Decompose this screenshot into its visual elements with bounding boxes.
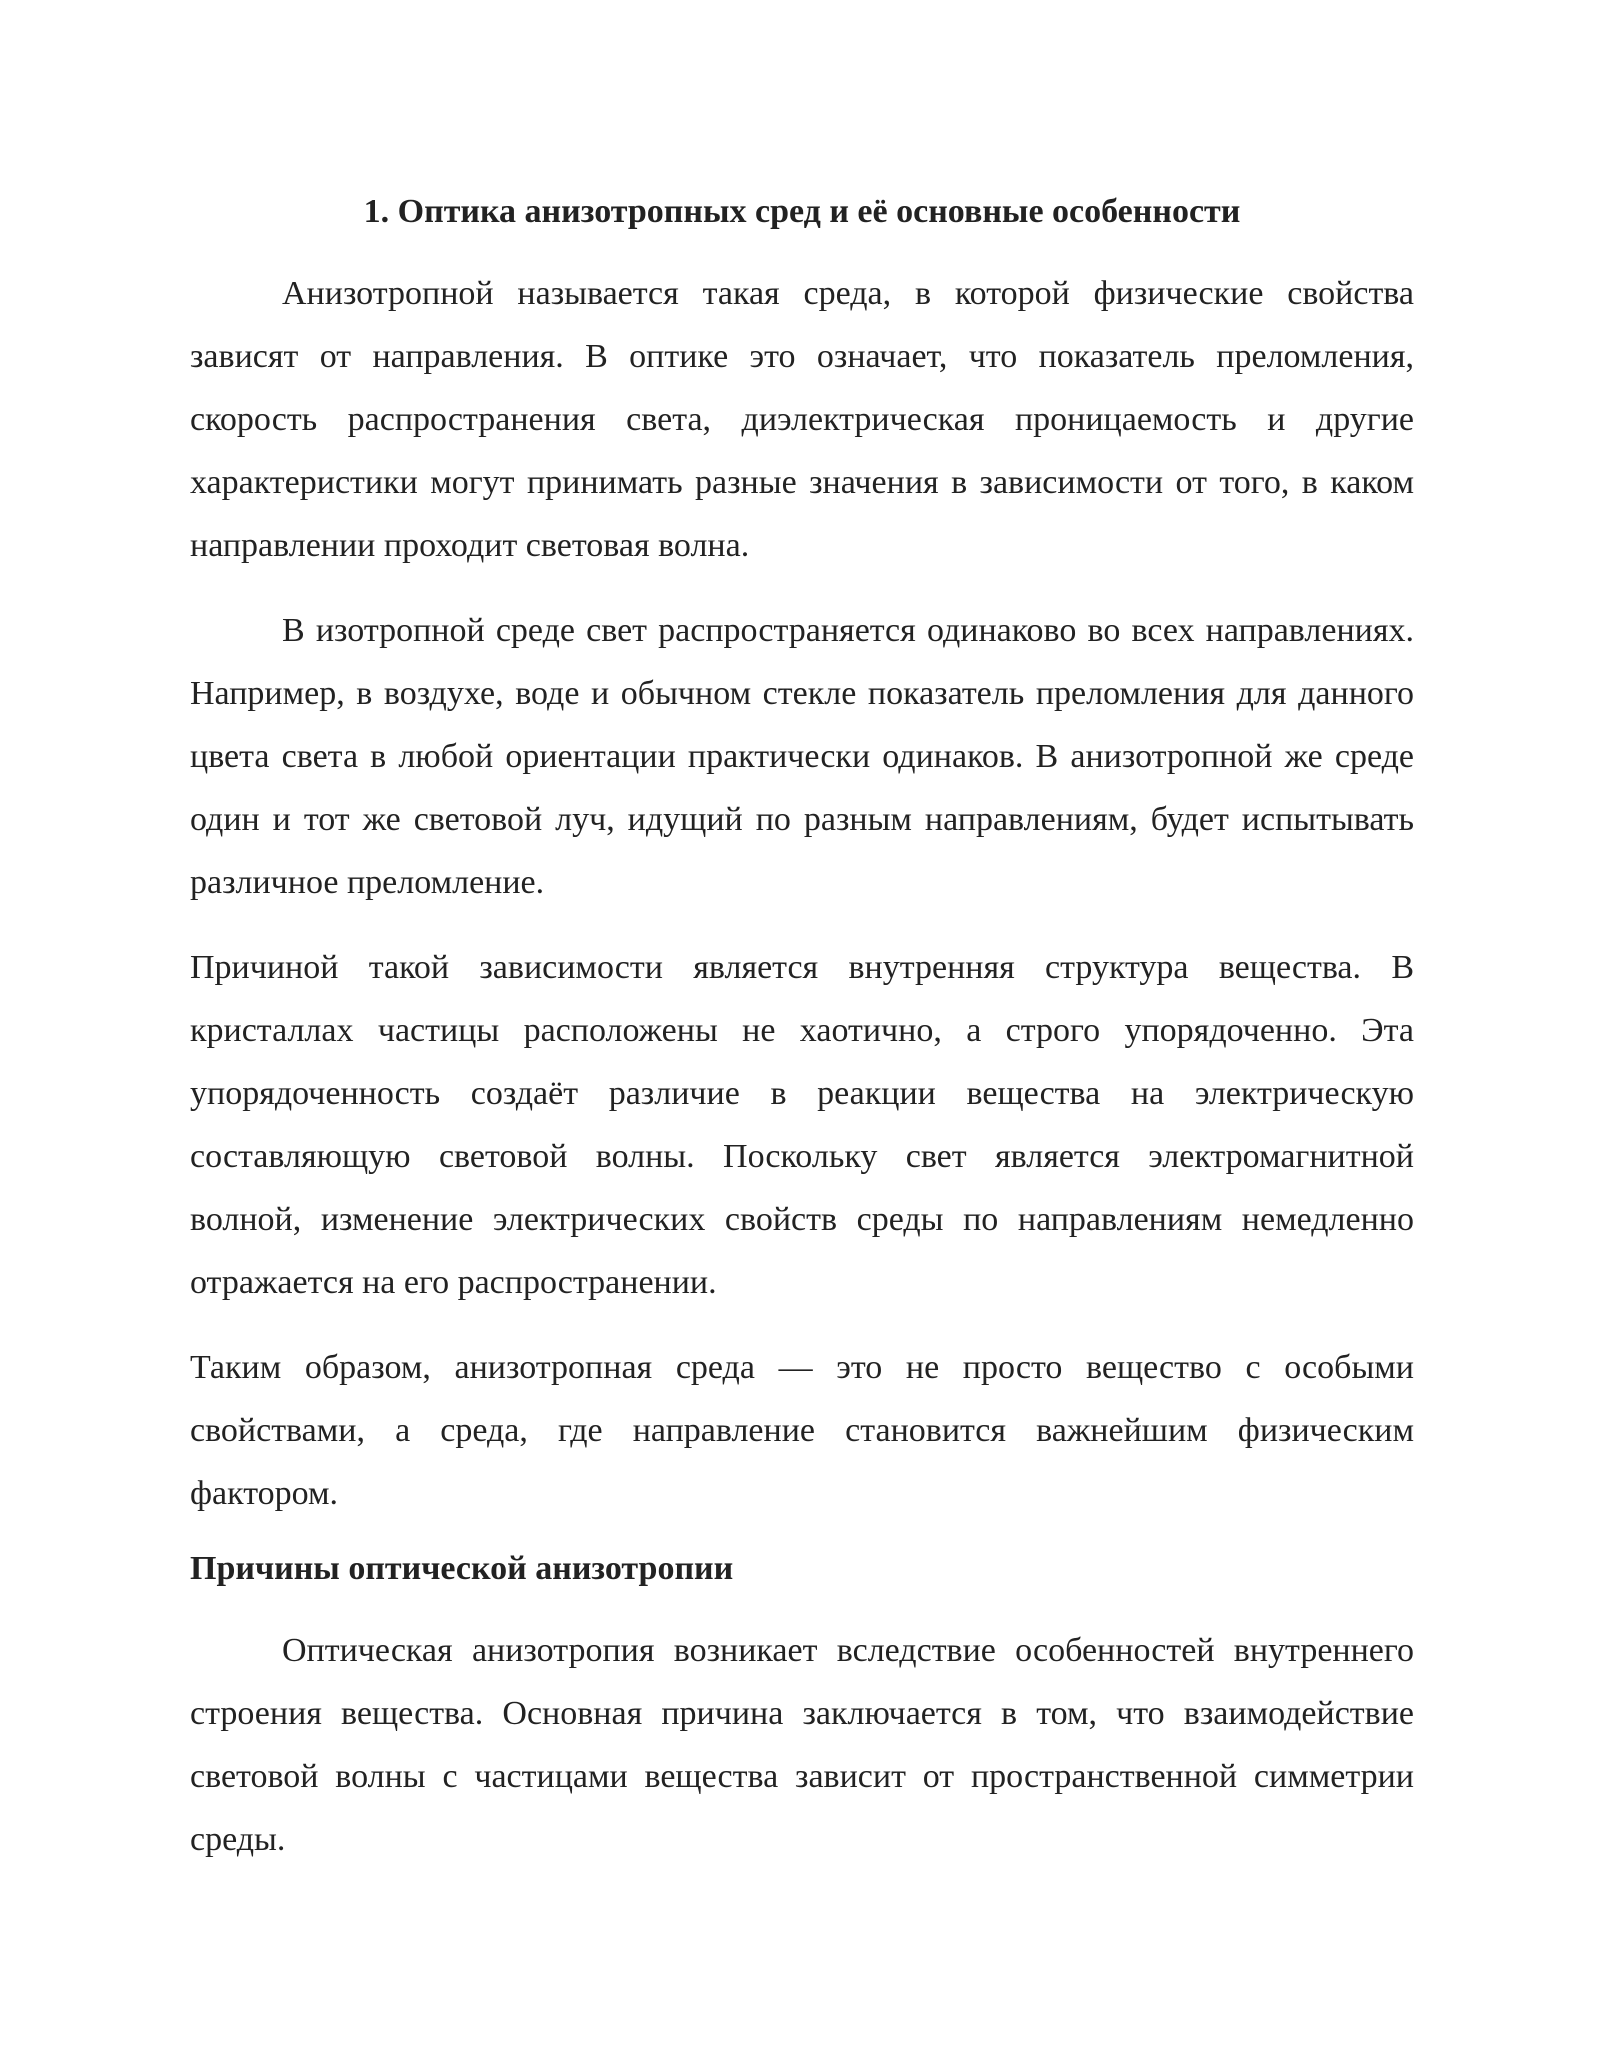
section-title: 1. Оптика анизотропных сред и её основные особенности xyxy=(363,193,1241,230)
paragraph-definition: Анизотропной называется такая среда, в которой физические свойства зависят от направления. В оптике это означает, что показатель преломления, скорость распространения света, диэлектрическая проницаемость и другие характеристики могут принимать разные значения в зависимости от того, в каком направлении проходит световая волна. xyxy=(190,275,1414,564)
subsection-title: Причины оптической анизотропии xyxy=(190,1550,734,1587)
paragraph-conclusion: Таким образом, анизотропная среда — это не просто вещество с особыми свойствами, а среда, где направление становится важнейшим физическим фактором. xyxy=(190,1349,1414,1512)
paragraph-cause: Причиной такой зависимости является внутренняя структура вещества. В кристаллах частицы расположены не хаотично, а строго упорядоченно. Эта упорядоченность создаёт различие в реакции вещества на электрическую составляющую световой волны. Поскольку свет является электромагнитной волной, изменение электрических свойств среды по направлениям немедленно отражается на его распространении. xyxy=(190,949,1414,1301)
document-page xyxy=(190,190,1414,1893)
paragraph-isotropic: В изотропной среде свет распространяется одинаково во всех направлениях. Например, в воздухе, воде и обычном стекле показатель преломления для данного цвета света в любой ориентации практически одинаков. В анизотропной же среде один и тот же световой луч, идущий по разным направлениям, будет испытывать различное преломление. xyxy=(190,612,1414,901)
paragraph-reasons: Оптическая анизотропия возникает вследствие особенностей внутреннего строения вещества. Основная причина заключается в том, что взаимодействие световой волны с частицами вещества зависит от пространственной симметрии среды. xyxy=(190,1632,1414,1858)
